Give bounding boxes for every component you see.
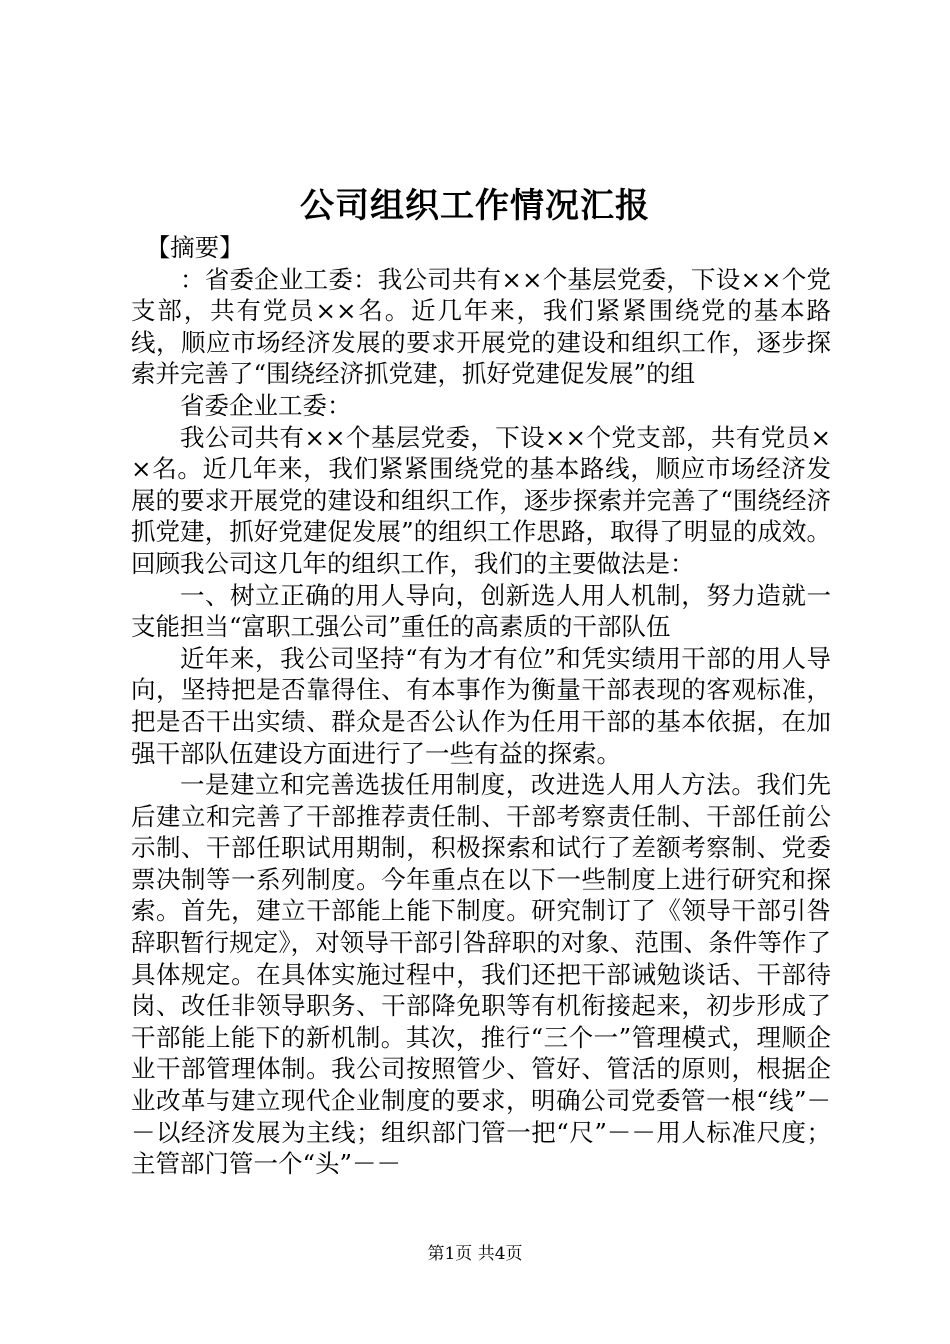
section-one-detail-paragraph: 一是建立和完善选拔任用制度，改进选人用人方法。我们先后建立和完善了干部推荐责任制、干部考察责任制、干部任前公示制、干部任职试用期制，积极探索和试行了差额考察制、党委票决制等一系列制度。今年重点在以下一些制度上进行研究和探索。首先，建立干部能上能下制度。研究制订了《领导干部引咎辞职暂行规定》，对领导干部引咎辞职的对象、范围、条件等作了具体规定。在具体实施过程中，我们还把干部诫勉谈话、干部待岗、改任非领导职务、干部降免职等有机衔接起来，初步形成了干部能上能下的新机制。其次，推行“三个一”管理模式，理顺企业干部管理体制。我公司按照管少、管好、管活的原则，根据企业改革与建立现代企业制度的要求，明确公司党委管一根“线”－－以经济发展为主线；组织部门管一把“尺”－－用人标准尺度；主管部门管一个“头”－－ [131, 770, 831, 1179]
intro-paragraph: 我公司共有××个基层党委，下设××个党支部，共有党员××名。近几年来，我们紧紧围绕党的基本路线，顺应市场经济发展的要求开展党的建设和组织工作，逐步探索并完善了“围绕经济抓党建，抓好党建促发展”的组织工作思路，取得了明显的成效。回顾我公司这几年的组织工作，我们的主要做法是： [131, 422, 831, 578]
document-title: 公司组织工作情况汇报 [300, 186, 650, 226]
abstract-paragraph: ：省委企业工委：我公司共有××个基层党委，下设××个党支部，共有党员××名。近几年来，我们紧紧围绕党的基本路线，顺应市场经济发展的要求开展党的建设和组织工作，逐步探索并完善了“围绕经济抓党建，抓好党建促发展”的组 [131, 264, 831, 389]
salutation-paragraph: 省委企业工委： [180, 390, 352, 420]
abstract-heading: 【摘要】 [145, 233, 244, 262]
section-heading-one: 一、树立正确的用人导向，创新选人用人机制，努力造就一支能担当“富职工强公司”重任的高素质的干部队伍 [131, 580, 831, 642]
section-one-paragraph: 近年来，我公司坚持“有为才有位”和凭实绩用干部的用人导向，坚持把是否靠得住、有本事作为衡量干部表现的客观标准，把是否干出实绩、群众是否公认作为任用干部的基本依据，在加强干部队伍建设方面进行了一些有益的探索。 [131, 643, 831, 768]
page-number-footer: 第1页 共4页 [427, 1244, 523, 1264]
document-body [131, 232, 831, 1180]
